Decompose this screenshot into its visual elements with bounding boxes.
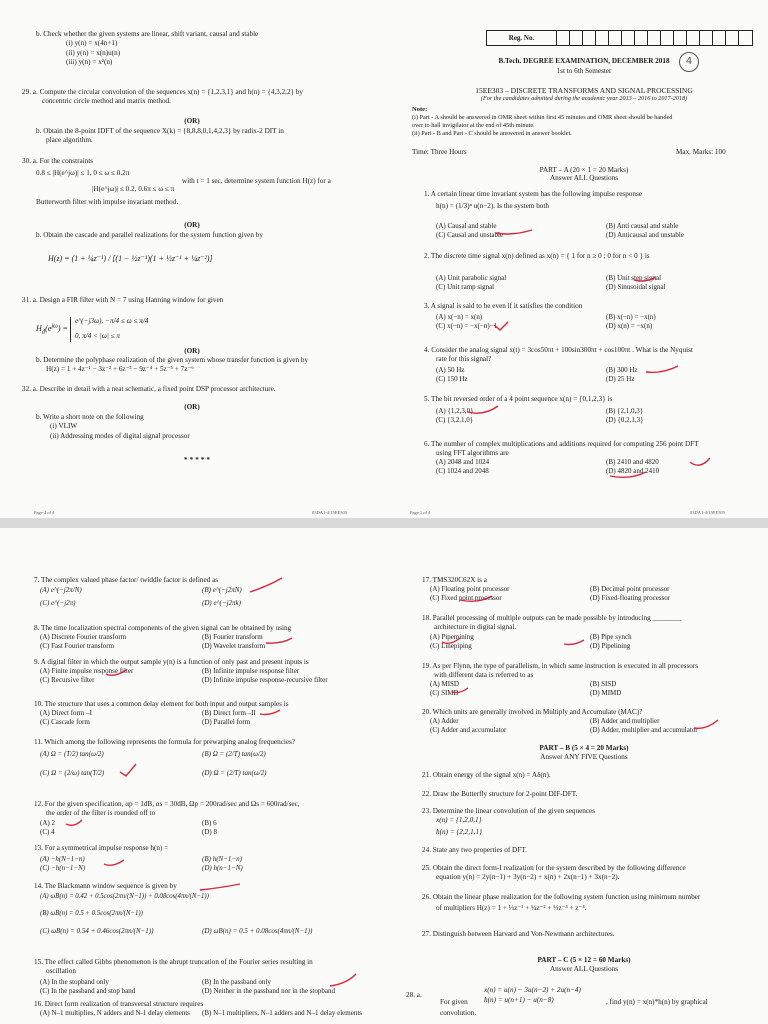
question-31b: b. Determine the polyphase realization of the given system whose transfer function is given by H(z) = 1 + 4z⁻¹ − 3z⁻² + 6z⁻³ − 9z⁻⁴ + 5z⁻⁵ + 7z⁻⁶ — [36, 356, 309, 374]
question-13-options: (A) −h(N−1−n) (B) h(N−1−n) (C) −h(n−1−N) (D) h(n−1−N) — [40, 855, 243, 873]
question-28a: 28. a. For given x(n) = u(n) − 3u(n−2) + 2u(n−4) h(n) = u(n+1) − u(n−8) , find y(n) = x(n)*h(n) by graphical convolution. — [406, 986, 708, 1018]
exam-page-3 — [384, 528, 768, 1024]
or-separator: (OR) — [184, 403, 200, 411]
page-footer: Page 1 of 4 — [410, 510, 431, 515]
part-a-heading: PART – A (20 × 1 = 20 Marks) — [539, 166, 629, 174]
question-23: 23. Determine the linear convolution of the given sequences x(n) = {1,2,0,1} h(n) = {2,2,1,1} — [422, 807, 596, 836]
part-b-instruction: Answer ANY FIVE Questions — [540, 753, 628, 761]
question-13: 13. For a symmetrical impulse response h(n) = — [34, 844, 169, 852]
circled-page-number: 4 — [679, 52, 699, 72]
question-8: 8. The time localization spectral components of the given signal can be obtained by using — [34, 624, 292, 632]
question-6: 6. The number of complex multiplications and additions required for computing 256 point DFT using FFT algorithms are — [424, 440, 699, 458]
page-footer: Page 4 of 4 — [34, 510, 55, 515]
question-15-options: (A) In the stopband only (B) In the passband only (C) In the passband and stop band (D) Neither in the passband nor in the stopband — [40, 978, 335, 996]
question-7-options: (A) e^(−j2π/N) (B) e^(−j2πN) (C) e^(−j2π) (D) e^(−j2πk) — [40, 586, 242, 608]
question-17-options: (A) Floating point processor (B) Decimal point processor (C) Fixed point processor (D) Fixed-floating processor — [430, 585, 671, 603]
question-29a: 29. a. Compute the circular convolution of the sequences x(n) = {1,2,3,1} and h(n) = {4,3,2,2} by concentric circle method and matrix method. — [22, 88, 303, 106]
question-3: 3. A signal is said to be even if it satisfies the condition — [424, 302, 583, 310]
question-30b: b. Obtain the cascade and parallel realizations for the system function given by — [36, 231, 263, 239]
equation-30b: H(z) = (1 + ¼z⁻¹) / [(1 − ½z⁻¹)(1 + ½z⁻¹ + ¼z⁻²)] — [48, 254, 213, 263]
exam-page-2 — [0, 528, 384, 1024]
question-17: 17. TMS320C62X is a — [422, 576, 487, 584]
question-9-options: (A) Finite impulse response filter (B) Infinite impulse response filter (C) Recursive filter (D) Infinite impulse response-recursive filter — [40, 667, 328, 685]
question-7: 7. The complex valued phase factor/ twiddle factor is defined as — [34, 576, 219, 584]
question-5: 5. The bit reversed order of a 4 point sequence x(n) = {0,1,2,3} is — [424, 395, 613, 403]
question-6-options: (A) 2048 and 1024 (B) 2410 and 4820 (C) 1024 and 2048 (D) 4820 and 2410 — [436, 458, 660, 476]
question-25: 25. Obtain the direct form-I realization for the system described by the following difference equation y(n) = 2y(n−1) + 3y(n−2) + x(n) + 2x(n−1) + 3x(n−2). — [422, 864, 686, 882]
exam-title: B.Tech. DEGREE EXAMINATION, DECEMBER 2018 — [498, 57, 670, 65]
duration: Time: Three Hours — [412, 148, 467, 156]
course-note: (For the candidates admitted during the academic year 2013 – 2016 to 2017-2018) — [480, 95, 688, 102]
question-18: 18. Parallel processing of multiple outputs can be made possible by introducing ________ architecture in digital signal. — [422, 614, 682, 632]
question-1: 1. A certain linear time invariant system has the following impulse response h(n) = (1/3)ⁿ u(n−2). Is the system both — [424, 190, 642, 211]
note-ii: (ii) Part - B and Part - C should be answered in answer booklet. — [412, 130, 572, 137]
question-5-options: (A) {1,2,3,0} (B) {2,1,0,3} (C) {3,2,1,0} (D) {0,2,1,3} — [436, 407, 644, 425]
question-26: 26. Obtain the linear phase realization for the following system function using minimum number of multipliers H(z) = 1 + ⅓z⁻¹ + ¼z⁻² + ⅓z⁻³ + z⁻⁴. — [422, 893, 701, 913]
question-29b: b. Obtain the 8-point IDFT of the sequence X(k) = {8,8,8,0,1,4,2,3} by radix-2 DIT in place algorithm. — [36, 127, 284, 145]
question-14: 14. The Blackmann window sequence is given by — [34, 882, 177, 890]
question-2-options: (A) Unit parabolic signal (B) Unit step signal (C) Unit ramp signal (D) Sinusoidal signal — [436, 274, 666, 292]
question-19-options: (A) MISD (B) SISD (C) SIMD (D) MIMD — [430, 680, 622, 698]
note-label: Note: — [412, 106, 428, 113]
question-20: 20. Which units are generally involved in Multiply and Accumulate (MAC)? — [422, 708, 643, 716]
question-15: 15. The effect called Gibbs phenomenon is the abrupt truncation of the Fourier series resulting in oscillation — [34, 958, 313, 976]
question-30a: 30. a. For the constraints 0.8 ≤ |H(e^jω)| ≤ 1, 0 ≤ ω ≤ 0.2π with t = 1 sec, determine system function H(z) for a |H(e^jω)| ≤ 0.2, 0.6π ≤ ω ≤ π Butterworth filter with impulse invariant method. — [22, 157, 331, 207]
question-24: 24. State any two properties of DFT. — [422, 846, 527, 854]
question-32a: 32. a. Describe in detail with a neat schematic, a fixed point DSP processor architecture. — [22, 385, 276, 393]
question-18-options: (A) Pipemining (B) Pipe synch (C) Linepiping (D) Pipelining — [430, 633, 632, 651]
question-2: 2. The discrete time signal x(n) defined as x(n) = { 1 for n ≥ 0 ; 0 for n < 0 } is — [424, 252, 650, 260]
question-28b: b. Check whether the given systems are linear, shift variant, causal and stable (i) y(n) = x(4n+1) (ii) y(n) = x(n)u(n) (iii) y(n) = x²(n) — [36, 30, 259, 67]
semester: 1st to 6th Semester — [556, 67, 612, 75]
question-12: 12. For the given specification, αp = 1dB, αs = 30dB, Ωp = 200rad/sec and Ωs = 600rad/sec, the order of the filter is rounded off to — [34, 800, 300, 818]
question-10: 10. The structure that uses a common delay element for both input and output samples is — [34, 700, 289, 708]
part-c-instruction: Answer ALL Questions — [549, 965, 618, 973]
page-code: 03DA1-4/15EE303 — [312, 510, 347, 515]
equation-31a: $H_d(e^{j\omega})$ = e^(−j3ω), −π/4 ≤ ω ≤ π/4 0, π/4 < |ω| ≤ π — [36, 317, 149, 341]
part-a-instruction: Answer ALL Questions — [549, 174, 618, 182]
register-number-box — [486, 30, 753, 46]
question-11-options: (A) Ω = (T/2) tan(ω/2) (B) Ω = (2/T) tan(ω/2) (C) Ω = (2/ω) tan(T/2) (D) Ω = (2/T) tan(ω/2) — [40, 750, 267, 778]
or-separator: (OR) — [184, 117, 200, 125]
exam-page-1 — [384, 0, 768, 518]
question-10-options: (A) Direct form –I (B) Direct form –II (C) Cascade form (D) Parallel form — [40, 709, 256, 727]
question-16: 16. Direct form realization of transversal structure requires — [34, 1000, 204, 1008]
question-16-options: (A) N–1 multiplies, N adders and N-1 delay elements (B) N–1 multipliers, N–1 adders and N–1 delay elements — [40, 1009, 362, 1017]
part-b-heading: PART – B (5 × 4 = 20 Marks) — [539, 744, 629, 752]
or-separator: (OR) — [184, 221, 200, 229]
question-4: 4. Consider the analog signal x(t) = 3cos50πt + 100sin300πt + cos100πt . What is the Nyquist rate for this signal? — [424, 346, 693, 364]
page-code: 03DA1-4/15EE303 — [690, 510, 725, 515]
question-27: 27. Distinguish between Harvard and Von-Newmann architectures. — [422, 930, 615, 938]
question-22: 22. Draw the Butterfly structure for 2-point DIF-DFT. — [422, 790, 578, 798]
question-20-options: (A) Adder (B) Adder and multiplier (C) Adder and accumulator (D) Adder, multiplier and accumulator — [430, 717, 698, 735]
question-1-options: (A) Causal and stable (B) Anti causal and stable (C) Causal and unstable (D) Anticausal and unstable — [436, 222, 684, 240]
question-9: 9. A digital filter in which the output sample y(n) is a function of only past and present inputs is — [34, 658, 309, 666]
question-31a: 31. a. Design a FIR filter with N = 7 using Hanning window for given — [22, 296, 224, 304]
page-separator — [0, 518, 768, 528]
course-title: 15EE303 – DISCRETE TRANSFORMS AND SIGNAL PROCESSING — [475, 86, 693, 95]
question-19: 19. As per Flynn, the type of parallelism, in which same instruction is executed in all processors with different data is referred to as — [422, 662, 699, 680]
question-32b: b. Write a short note on the following (i) VLIW (ii) Addressing modes of digital signal processor — [36, 413, 190, 440]
question-12-options: (A) 2 (B) 6 (C) 4 (D) 8 — [40, 819, 217, 837]
question-8-options: (A) Discrete Fourier transform (B) Fourier transform (C) Fast Fourier transform (D) Wavelet transform — [40, 633, 266, 651]
question-11: 11. Which among the following represents the formula for prewarping analog frequencies? — [34, 738, 296, 746]
exam-page-4 — [0, 0, 384, 518]
part-c-heading: PART – C (5 × 12 = 60 Marks) — [537, 956, 631, 964]
question-21: 21. Obtain energy of the signal x(n) = Aδ(n). — [422, 771, 551, 779]
question-14-options: (A) ωB(n) = 0.42 + 0.5cos(2πn/(N−1)) + 0.08cos(4πn/(N−1)) (B) ωB(n) = 0.5 + 0.5cos(2πn/(N−1)) (C) ωB(n) = 0.54 + 0.46cos(2πn/(N−1)) (D) ωB(n) = 0.5 + 0.08cos(4πn/(N−1)) — [40, 893, 313, 935]
max-marks: Max. Marks: 100 — [676, 148, 726, 156]
question-4-options: (A) 50 Hz (B) 300 Hz (C) 150 Hz (D) 25 Hz — [436, 366, 638, 384]
reg-label: Reg. No. — [487, 31, 557, 45]
end-marker: ***** — [184, 456, 212, 464]
note-i: (i) Part - A should be answered in OMR sheet within first 45 minutes and OMR sheet should be handed over to hall invigilator at the end of 45th minute. — [412, 114, 673, 130]
question-3-options: (A) x(−n) = x(n) (B) x(−n) = −x(n) (C) x(−n) = −x(−n)−1 (D) x(n) = −x(n) — [436, 313, 656, 331]
or-separator: (OR) — [184, 347, 200, 355]
